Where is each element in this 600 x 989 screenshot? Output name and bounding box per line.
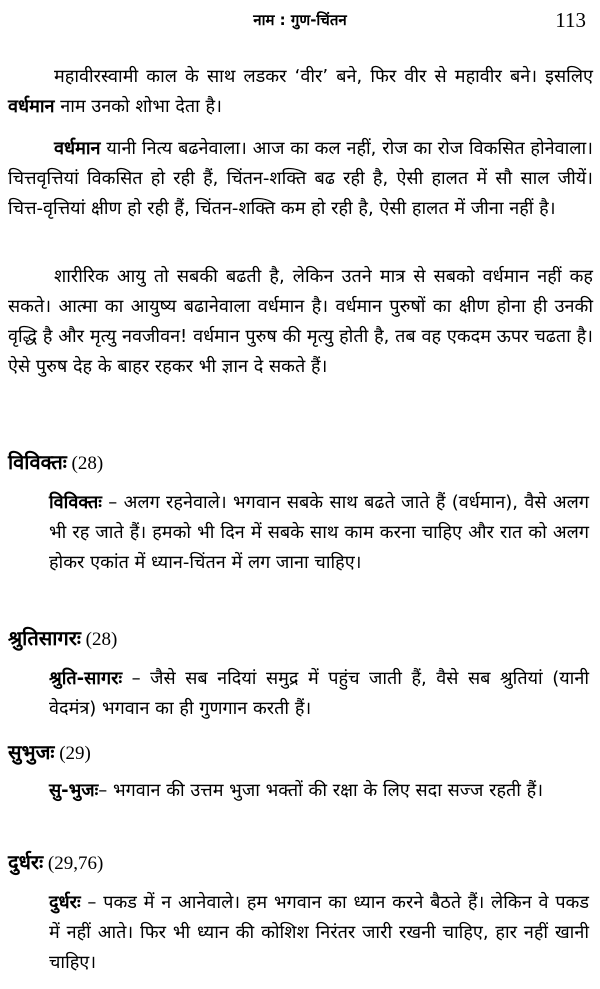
page-number: 113 <box>555 8 586 32</box>
entry-heading-ref: (28) <box>66 453 104 474</box>
entry-term: श्रुति-सागरः <box>49 668 123 689</box>
entry-term: सु-भुजः <box>49 780 99 801</box>
entry-heading <box>8 448 103 475</box>
entry-definition <box>49 664 589 724</box>
entry-heading <box>8 738 91 765</box>
intro-paragraph-1-bold: वर्धमान <box>8 96 55 117</box>
entry-heading-term: श्रुतिसागरः <box>8 626 81 650</box>
entry-definition-text: – अलग रहनेवाले। भगवान सबके साथ बढते जाते हैं (वर्धमान), वैसे अलग भी रह जाते हैं। हमको भी दिन में सबके साथ काम करना चाहिए और रात को अलग होकर एकांत में ध्यान-चिंतन में लग जाना चाहिए। <box>49 492 589 573</box>
entry-definition-text: – भगवान की उत्तम भुजा भक्तों की रक्षा के लिए सदा सज्ज रहती हैं। <box>98 780 544 801</box>
intro-paragraph-1-text-a: महावीरस्वामी काल के साथ लडकर ‘वीर’ बने, फिर वीर से महावीर बने। इसलिए <box>54 66 593 87</box>
intro-paragraph-3-text: शारीरिक आयु तो सबकी बढती है, लेकिन उतने मात्र से सबको वर्धमान नहीं कह सकते। आत्मा का आयुष्य बढानेवाला वर्धमान है। वर्धमान पुरुषों का क्षीण होना ही उनकी वृद्धि है और मृत्यु नवजीवन! वर्धमान पुरुष की मृत्यु होती है, तब वह एकदम ऊपर चढता है। ऐसे पुरुष देह के बाहर रहकर भी ज्ञान दे सकते हैं। <box>8 266 593 377</box>
entry-heading-ref: (28) <box>80 629 118 650</box>
entry-term: दुर्धरः <box>49 892 81 913</box>
entry-heading-term: विविक्तः <box>8 450 67 474</box>
entry-definition <box>49 888 589 978</box>
entry-definition-text: – जैसे सब नदियां समुद्र में पहुंच जाती हैं, वैसे सब श्रुतियां (यानी वेदमंत्र) भगवान का ही गुणगान करती हैं। <box>49 668 589 719</box>
entry-heading-ref: (29) <box>54 743 91 764</box>
running-header <box>0 8 600 34</box>
entry-heading <box>8 624 117 651</box>
intro-paragraph-2-text: यानी नित्य बढनेवाला। आज का कल नहीं, रोज का रोज विकसित होनेवाला। चित्तवृत्तियां विकसित हो रही हैं, चिंतन-शक्ति बढ रही है, ऐसी हालत में सौ साल जीयें। चित्त-वृत्तियां क्षीण हो रही हैं, चिंतन-शक्ति कम हो रही है, ऐसी हालत में जीना नहीं है। <box>8 138 593 219</box>
intro-paragraph-3 <box>8 262 593 382</box>
entry-definition-text: – पकड में न आनेवाले। हम भगवान का ध्यान करने बैठते हैं। लेकिन वे पकड में नहीं आते। फिर भी ध्यान की कोशिश निरंतर जारी रखनी चाहिए, हार नहीं खानी चाहिए। <box>49 892 589 973</box>
entry-definition <box>49 488 589 578</box>
entry-heading <box>8 848 103 875</box>
entry-heading-term: दुर्धरः <box>8 850 44 874</box>
entry-definition <box>49 776 589 806</box>
intro-paragraph-2 <box>8 134 593 224</box>
intro-paragraph-1 <box>8 62 593 122</box>
intro-paragraph-1-text-b: नाम उनको शोभा देता है। <box>54 96 222 117</box>
entry-heading-term: सुभुजः <box>8 740 55 764</box>
chapter-title: नाम : गुण-चिंतन <box>253 11 347 29</box>
entry-heading-ref: (29,76) <box>43 853 104 874</box>
entry-term: विविक्तः <box>49 492 102 513</box>
intro-paragraph-2-bold: वर्धमान <box>54 138 101 159</box>
